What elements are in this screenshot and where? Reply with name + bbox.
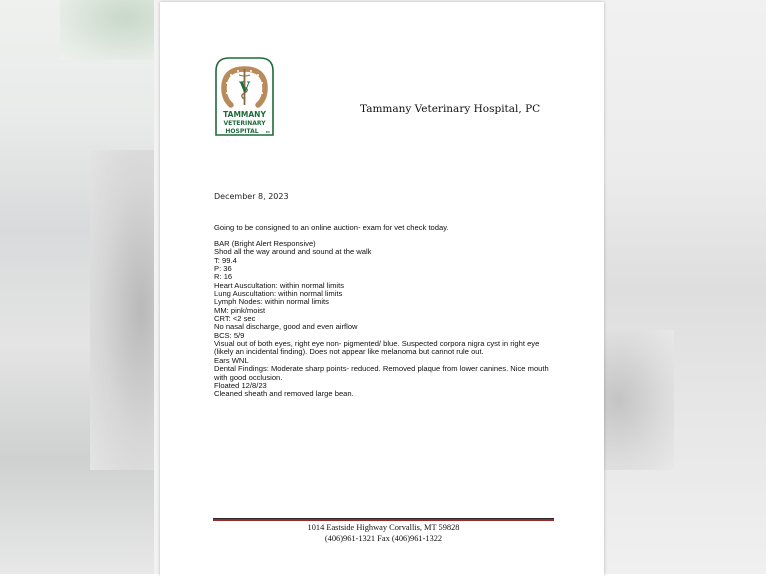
note-line: Dental Findings: Moderate sharp points- reduced. Removed plaque from lower canines. Nice mouth with good occlusion. (214, 364, 549, 382)
note-line: CRT: <2 sec (214, 314, 256, 324)
note-line: Shod all the way around and sound at the walk (214, 247, 372, 257)
letter-date: December 8, 2023 (214, 192, 289, 201)
letter-page (160, 2, 604, 576)
hospital-name: Tammany Veterinary Hospital, PC (360, 103, 541, 115)
footer-address: 1014 Eastside Highway Corvallis, MT 59828 (307, 523, 460, 532)
note-line: Floated 12/8/23 (214, 380, 267, 390)
note-line: No nasal discharge, good and even airflow (214, 322, 358, 332)
background-left-blur (0, 0, 154, 574)
letter-intro: Going to be consigned to an online auction- exam for vet check today. (214, 223, 449, 232)
note-line: Lymph Nodes: within normal limits (214, 297, 329, 307)
logo-text-line1: TAMMANY (223, 110, 266, 119)
footer (213, 523, 554, 544)
note-line: P: 36 (214, 264, 232, 274)
note-line: MM: pink/moist (214, 305, 266, 315)
note-line: Ears WNL (214, 355, 249, 365)
note-line: Lung Auscultation: within normal limits (214, 289, 343, 299)
background-right-blur (604, 0, 766, 574)
note-line: T: 99.4 (214, 255, 237, 265)
tammany-logo (213, 55, 276, 138)
exam-notes (214, 240, 559, 399)
note-line: BAR (Bright Alert Responsive) (214, 239, 316, 248)
note-line: Heart Auscultation: within normal limits (214, 280, 344, 290)
logo-text-suffix: PC (265, 130, 271, 134)
logo-text-line2: VETERINARY (223, 120, 266, 127)
note-line: Visual out of both eyes, right eye non- pigmented/ blue. Suspected corpora nigra cyst in right eye (likely an incidental finding). Does not appear like melanoma but cannot rule out. (214, 339, 540, 357)
logo-text-line3: HOSPITAL (225, 128, 259, 135)
footer-divider (213, 518, 554, 521)
footer-phones: (406)961-1321 Fax (406)961-1322 (324, 533, 443, 543)
logo-monogram: V (239, 80, 250, 96)
note-line: R: 16 (214, 272, 233, 282)
note-line: BCS: 5/9 (214, 330, 245, 340)
note-line: Cleaned sheath and removed large bean. (214, 389, 354, 399)
